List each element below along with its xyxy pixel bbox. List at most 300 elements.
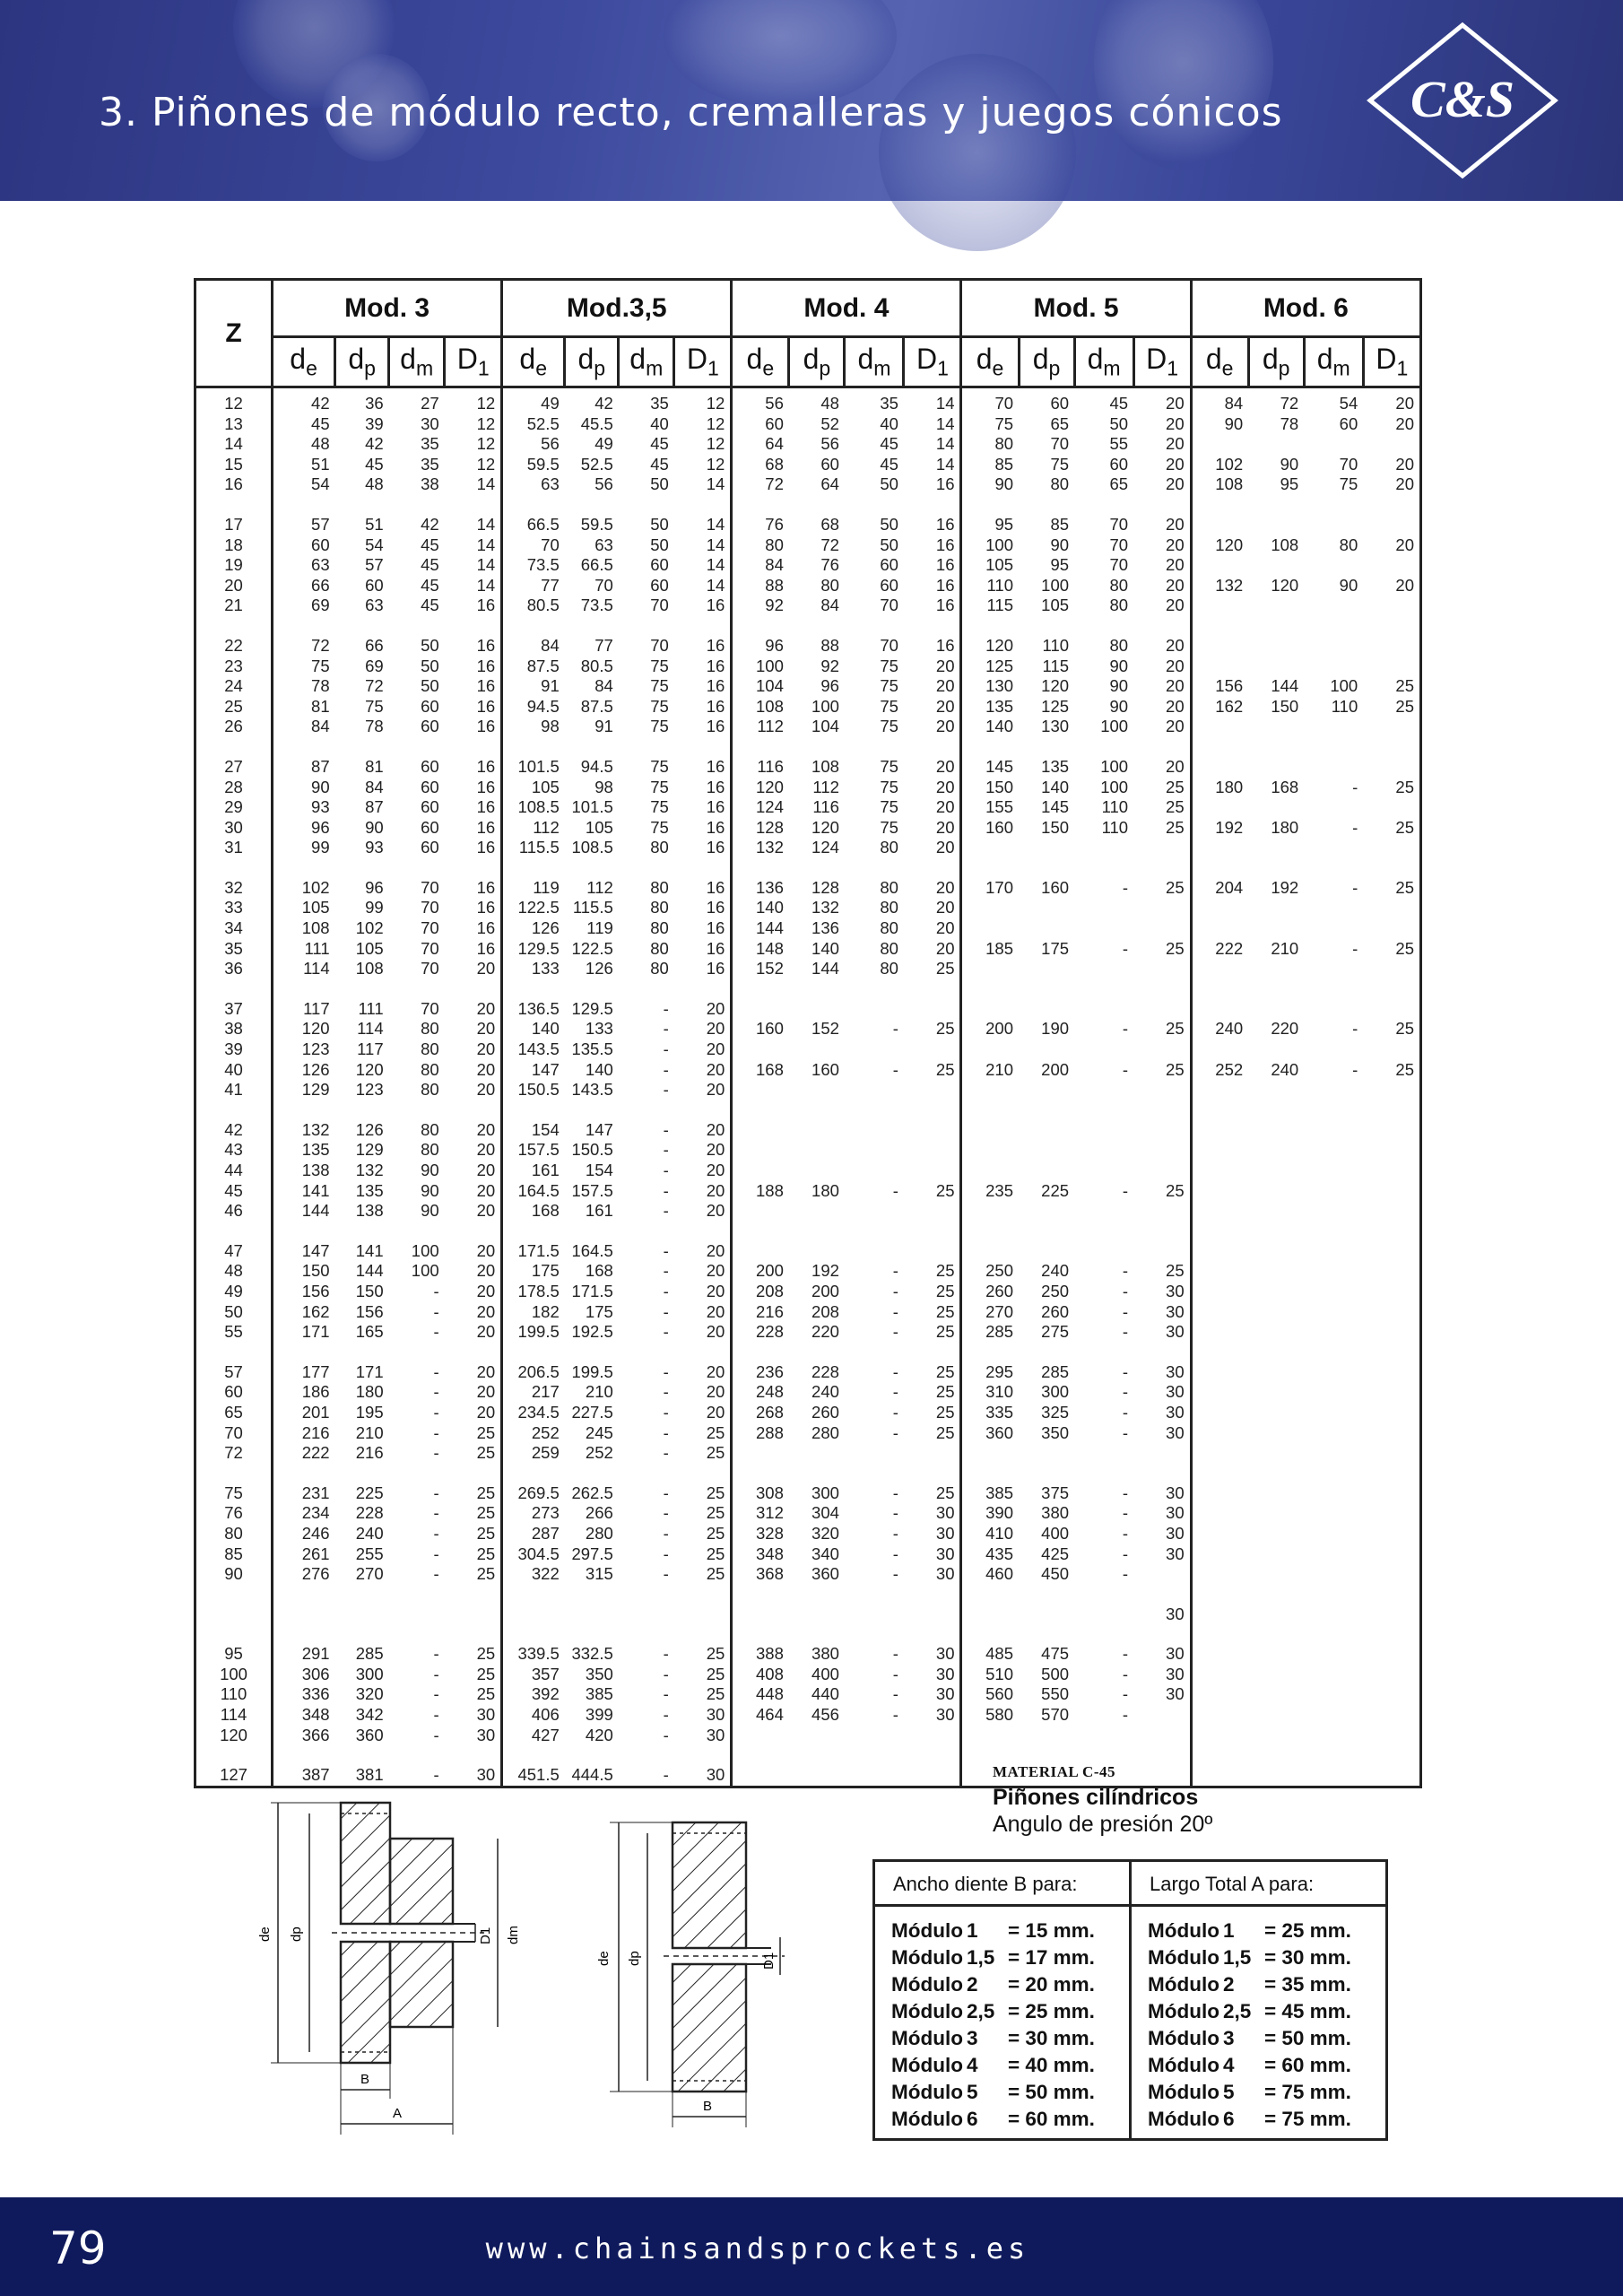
value-cell [1019,918,1074,939]
value-cell: 75 [880,756,898,776]
z-cell: 36 [195,959,273,979]
value-cell: 50 [650,474,669,494]
value-cell [1248,1080,1304,1100]
spacer-cell [1248,1745,1304,1765]
value-cell: 180 [812,1180,839,1200]
value-cell: 60 [421,717,439,736]
value-cell: 16 [674,636,732,657]
value-cell: 25 [1133,1261,1191,1282]
value-cell: 60 [421,756,439,776]
value-cell [1304,1382,1363,1403]
pinion-hub-diagram [257,1785,556,2144]
value-cell: 387 [301,1765,330,1785]
value-cell: 102 [1215,454,1244,474]
value-cell: - [433,1644,439,1664]
value-cell: 25 [1133,878,1191,899]
value-cell: 450 [1041,1564,1070,1584]
value-cell: 25 [904,959,961,979]
value-cell: 90 [421,1180,439,1200]
spacer-cell [1133,737,1191,757]
value-cell: 101.5 [571,797,613,817]
group-spacer [195,858,1421,878]
spacer-cell [1304,1745,1363,1765]
value-cell: 250 [985,1261,1014,1281]
value-cell: 14 [904,434,961,455]
table-row [195,1483,1421,1504]
value-cell [1363,1080,1420,1100]
mod-3-5-header: Mod.3,5 [502,280,732,337]
value-cell: 94.5 [580,756,613,776]
z-cell: 12 [195,387,273,414]
value-cell: 20 [674,1362,732,1383]
value-cell [1191,838,1248,858]
spacer-cell [1019,979,1074,999]
value-cell: 84 [595,676,613,696]
value-cell: 120 [985,635,1014,655]
dimension-value: = 60 mm. [1008,2108,1095,2130]
value-cell [961,1726,1019,1746]
value-cell [1304,1261,1363,1282]
table-row [195,1382,1421,1403]
value-cell [1248,797,1304,818]
value-cell [845,1726,904,1746]
value-cell: 190 [1041,1019,1070,1039]
value-cell [1304,1120,1363,1141]
spacer-cell [389,737,445,757]
value-cell: 102 [301,877,330,897]
value-cell [904,1080,961,1100]
value-cell: 54 [311,474,330,494]
value-cell: 20 [904,757,961,778]
value-cell: 80 [421,1080,439,1100]
spacer-cell [619,1585,674,1605]
value-cell: - [1122,1503,1129,1523]
z-cell: 26 [195,717,273,737]
value-cell: 35 [880,394,898,413]
value-cell: 306 [301,1664,330,1683]
value-cell: 90 [1224,413,1244,433]
value-cell: 52 [820,413,839,433]
value-cell: 20 [904,717,961,737]
value-cell: 25 [1133,1181,1191,1202]
value-cell [1363,1483,1420,1504]
module-number: 2,5 [1223,2000,1252,2022]
total-length-rows [1132,1907,1385,2133]
value-cell: 123 [301,1039,330,1059]
value-cell: 90 [421,1161,439,1179]
module-label: Módulo [1148,1973,1219,1996]
value-cell: 160 [1041,877,1070,897]
spacer-cell [732,1585,789,1605]
value-cell [845,1605,904,1625]
value-cell: - [663,1161,669,1179]
table-row [195,1564,1421,1585]
table-row [195,1261,1421,1282]
spacer-cell [389,616,445,636]
value-cell: 25 [445,1684,502,1705]
value-cell: 75 [650,656,669,675]
value-cell: - [663,1382,669,1402]
value-cell: - [892,1684,898,1704]
spacer-cell [565,616,619,636]
spacer-cell [195,1745,273,1765]
value-cell [1363,555,1420,576]
spacer-cell [273,495,335,515]
value-cell: 30 [421,413,439,433]
value-cell [1304,1726,1363,1746]
value-cell: 125 [985,656,1014,675]
value-cell: - [663,1201,669,1221]
value-cell [1304,1765,1363,1787]
spacer-cell [565,1343,619,1362]
table-row [195,474,1421,495]
value-cell: 70 [880,635,898,655]
dimension-value: = 30 mm. [1264,1946,1351,1969]
spacer-cell [1019,1222,1074,1241]
spacer-cell [732,616,789,636]
value-cell: 136.5 [517,998,560,1018]
value-cell: 399 [585,1705,613,1725]
spacer-cell [789,858,845,878]
value-cell [1191,1261,1248,1282]
value-cell: 111 [304,938,330,958]
value-cell: 304 [812,1503,839,1523]
value-cell [1248,1765,1304,1787]
value-cell: 16 [445,676,502,697]
value-cell: 180 [1215,777,1244,796]
dimension-value: = 75 mm. [1264,2108,1351,2130]
value-cell [1363,1443,1420,1464]
value-cell [1019,1080,1074,1100]
value-cell: 20 [904,676,961,697]
value-cell: 20 [445,1302,502,1323]
spacer-cell [1019,1100,1074,1120]
value-cell: 252 [585,1443,613,1463]
value-cell: 30 [674,1765,732,1787]
value-cell: - [663,1402,669,1422]
tooth-width-header: Ancho diente B para: [875,1862,1129,1907]
value-cell: 100 [1100,777,1129,796]
spacer-cell [904,1343,961,1362]
spacer-cell [389,979,445,999]
value-cell: 268 [756,1402,784,1422]
value-cell: 112 [586,877,613,897]
value-cell [1191,1302,1248,1323]
dimension-value: = 20 mm. [1008,1973,1095,1996]
label-dp: dp [289,1926,304,1942]
z-cell: 44 [195,1161,273,1181]
value-cell: 88 [820,635,839,655]
group-spacer [195,495,1421,515]
value-cell: 20 [445,959,502,979]
spacer-cell [1019,495,1074,515]
value-cell [1304,596,1363,616]
value-cell [1191,1726,1248,1746]
spacer-cell [619,1464,674,1483]
spacer-cell [273,616,335,636]
value-cell: 157.5 [571,1180,613,1200]
value-cell: 108.5 [571,838,613,857]
spacer-cell [1019,1624,1074,1644]
group-spacer [195,616,1421,636]
value-cell: 45 [421,555,439,575]
value-cell: 285 [985,1322,1014,1342]
value-cell: 56 [820,434,839,454]
value-cell: 30 [1133,1302,1191,1323]
module-number: 3 [967,2027,978,2049]
value-cell [789,1140,845,1161]
label-dm: dm [506,1926,521,1944]
value-cell [1191,1644,1248,1665]
value-cell [1248,657,1304,677]
label-d1: D1 [478,1926,493,1944]
value-cell [1019,1039,1074,1060]
value-cell: 100 [411,1261,439,1281]
dimension-value: = 35 mm. [1264,1973,1351,1996]
value-cell: 260 [985,1281,1014,1300]
value-cell [1191,1423,1248,1444]
table-row [195,778,1421,798]
value-cell: - [663,998,669,1018]
spacer-cell [335,1585,389,1605]
value-cell [1363,1705,1420,1726]
module-number: 1,5 [1223,1946,1252,1969]
mod-4-header: Mod. 4 [732,280,961,337]
value-cell: 240 [812,1382,839,1402]
value-cell: 154 [531,1119,560,1139]
value-cell [961,1080,1019,1100]
label-d1-2: D1 [761,1952,777,1970]
table-row [195,1201,1421,1222]
value-cell: 25 [674,1544,732,1565]
value-cell [1363,1201,1420,1222]
table-row [195,576,1421,596]
value-cell: 110 [1042,635,1070,655]
value-cell: 20 [1395,394,1414,413]
value-cell: 140 [585,1059,613,1079]
value-cell: - [433,1443,439,1463]
value-cell [961,959,1019,979]
value-cell: 464 [756,1705,784,1725]
value-cell: 20 [904,878,961,899]
value-cell: - [1122,877,1129,897]
value-cell: - [1122,1544,1129,1563]
value-cell: 78 [365,717,384,736]
label-dp-2: dp [627,1951,642,1966]
value-cell: 161 [531,1161,560,1179]
total-length-header: Largo Total A para: [1132,1862,1385,1907]
value-cell: 14 [674,555,732,576]
value-cell: - [892,1301,898,1321]
spacer-cell [1304,1100,1363,1120]
value-cell: 20 [445,1039,502,1060]
value-cell: 108 [812,756,839,776]
value-cell [1304,515,1363,535]
value-cell: 60 [421,696,439,716]
value-cell: 105 [301,898,330,918]
value-cell: 30 [1133,1403,1191,1423]
module-label: Módulo [891,1946,963,1969]
value-cell: 451.5 [517,1765,560,1785]
value-cell: 20 [445,1241,502,1262]
value-cell: 45 [421,535,439,554]
value-cell: 75 [880,777,898,796]
table-row [195,515,1421,535]
table-body [195,387,1421,1787]
value-cell: 100 [1041,575,1070,595]
table-row [195,535,1421,556]
spacer-cell [1133,1745,1191,1765]
value-cell: 388 [756,1644,784,1664]
value-cell: 112 [812,777,839,796]
value-cell: 25 [674,1423,732,1444]
value-cell: 138 [355,1201,384,1221]
spacer-cell [845,1222,904,1241]
value-cell: - [433,1402,439,1422]
spacer-cell [1363,1585,1420,1605]
value-cell: 63 [365,596,384,615]
value-cell: 222 [1215,938,1244,958]
spacer-cell [273,1585,335,1605]
spacer-cell [961,1745,1019,1765]
brand-logo [1363,20,1562,181]
value-cell: 20 [445,1362,502,1383]
value-cell: 20 [674,1403,732,1423]
total-length-row [1148,1944,1385,1971]
value-cell: 25 [1133,797,1191,818]
value-cell: 80 [880,838,898,857]
value-cell: 70 [880,596,898,615]
value-cell [789,1765,845,1787]
value-cell: 104 [756,676,784,696]
value-cell: 39 [365,413,384,433]
value-cell: 110 [1101,797,1129,817]
material-note: MATERIAL C-45 [993,1763,1115,1780]
module-number: 1 [967,1919,978,1942]
value-cell: - [1352,817,1358,837]
value-cell: 16 [445,838,502,858]
spacer-cell [195,1464,273,1483]
value-cell: 217 [531,1382,560,1402]
value-cell: 410 [985,1523,1014,1543]
spacer-cell [619,495,674,515]
value-cell: 72 [1280,394,1299,413]
subheader-dp: $d_p$ [1248,337,1304,387]
value-cell [1191,1443,1248,1464]
value-cell: 75 [994,413,1014,433]
z-cell: 23 [195,657,273,677]
total-length-row [1148,2106,1385,2133]
spacer-cell [195,979,273,999]
z-cell: 80 [195,1524,273,1544]
spacer-cell [904,616,961,636]
value-cell [1363,636,1420,657]
value-cell: 60 [880,575,898,595]
value-cell: 20 [674,1261,732,1282]
website-link[interactable]: www.chainsandsprockets.es [485,2231,1030,2266]
footer-band [0,2197,1623,2296]
value-cell: 192.5 [571,1322,613,1342]
value-cell [789,1080,845,1100]
table-row [195,1705,1421,1726]
value-cell [1019,1120,1074,1141]
value-cell: 30 [1133,1423,1191,1444]
value-cell: 114 [303,959,330,978]
spacer-cell [565,858,619,878]
table-row [195,1241,1421,1262]
value-cell: 20 [1133,657,1191,677]
value-cell: 235 [985,1180,1014,1200]
value-cell: 20 [1133,717,1191,737]
value-cell: 20 [445,1120,502,1141]
value-cell: 70 [595,575,613,595]
value-cell: 200 [812,1281,839,1300]
value-cell: 16 [674,596,732,616]
value-cell: 80 [650,877,669,897]
value-cell [1248,1564,1304,1585]
value-cell: - [433,1301,439,1321]
value-cell [1191,918,1248,939]
value-cell: - [663,1503,669,1523]
value-cell [1074,1443,1133,1464]
value-cell [1248,1684,1304,1705]
value-cell: 70 [421,959,439,978]
value-cell: 448 [756,1684,784,1704]
value-cell [961,999,1019,1020]
spacer-cell [1304,1585,1363,1605]
value-cell: 368 [756,1564,784,1584]
value-cell: 500 [1041,1664,1070,1683]
value-cell [789,1726,845,1746]
value-cell: 275 [1041,1322,1070,1342]
value-cell: 125 [1041,696,1070,716]
value-cell: 360 [355,1725,384,1744]
value-cell: 250 [1041,1281,1070,1300]
value-cell: 348 [301,1705,330,1725]
spacer-cell [565,1222,619,1241]
value-cell: 114 [357,1019,384,1039]
value-cell: - [1122,1261,1129,1281]
value-cell: 20 [904,838,961,858]
z-cell: 42 [195,1120,273,1141]
subheader-de: $d_e$ [1191,337,1248,387]
value-cell: 70 [421,998,439,1018]
spacer-cell [1191,1585,1248,1605]
value-cell: 120 [1271,575,1299,595]
spacer-cell [674,737,732,757]
value-cell: 30 [445,1765,502,1787]
spacer-cell [1248,979,1304,999]
value-cell [1133,1705,1191,1726]
module-label: Módulo [1148,2000,1219,2022]
value-cell: 70 [1109,555,1129,575]
z-cell: 34 [195,918,273,939]
value-cell [1363,1382,1420,1403]
value-cell [1074,898,1133,918]
table-row [195,387,1421,414]
spacer-cell [1363,737,1420,757]
spacer-cell [1191,495,1248,515]
value-cell: 20 [1133,757,1191,778]
value-cell: 560 [985,1684,1014,1704]
value-cell: 25 [1133,778,1191,798]
value-cell: - [892,1422,898,1442]
z-cell: 76 [195,1503,273,1524]
value-cell: 70 [1109,535,1129,554]
value-cell: - [892,1382,898,1402]
subheader-dp: $d_p$ [335,337,389,387]
value-cell: 30 [1133,1322,1191,1343]
